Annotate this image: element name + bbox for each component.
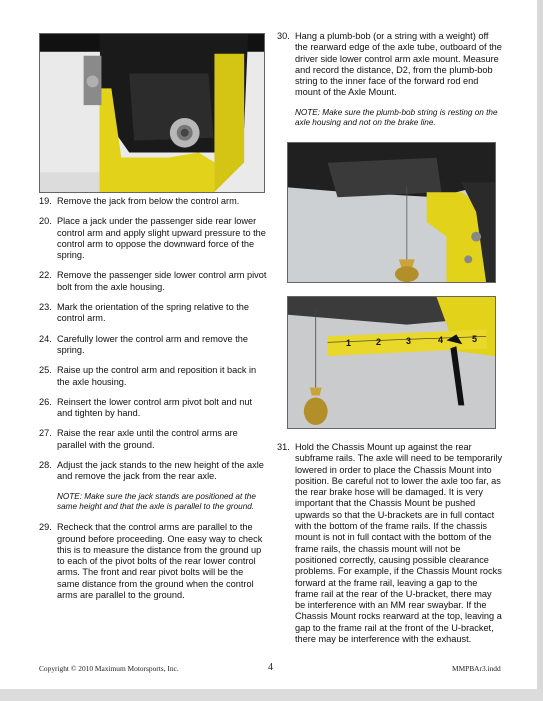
page-edge-right	[537, 0, 543, 701]
step-text: Carefully lower the control arm and remove the spring.	[57, 333, 248, 355]
step-31	[277, 442, 503, 645]
step-text: Reinsert the lower control arm pivot bolt and nut and tighten by hand.	[57, 396, 253, 419]
step-text: Place a jack under the passenger side rear lower control arm and apply slight upward pressure to the control arm to oppose the downward force of the spring.	[57, 216, 266, 261]
step-number: 31.	[277, 442, 290, 452]
step-29	[39, 522, 267, 601]
step-number: 23.	[39, 302, 52, 313]
step-22	[39, 270, 267, 293]
photo-control-arm-bracket	[39, 33, 265, 193]
step-number: 29.	[39, 522, 52, 533]
step-20	[39, 216, 267, 261]
step-23	[39, 302, 267, 325]
step-number: 22.	[39, 270, 52, 281]
step-number: 25.	[39, 365, 52, 376]
page-number: 4	[268, 662, 273, 673]
step-number: 30.	[277, 31, 290, 41]
photo-plumb-bob-axle	[287, 142, 496, 283]
step-text: Remove the jack from below the control arm.	[57, 196, 240, 206]
step-24	[39, 334, 267, 357]
step-text: Hold the Chassis Mount up against the rear subframe rails. The axle will need to be temporarily lowered in order to place the Chassis Mount into position. Be careful not to lower the axle too far, as the rear brake hose will be damaged. It is very important that the Chassis Mount be pushed upwards so that the U-brackets are in full contact with the bottom of the frame rails. If the chassis mount is not in full contact with the bottom of the frame rails, the chassis mount will not be positioned correctly, causing possible clearance problems. For example, if the Chassis Mount rocks forward at the frame rail, leaving a gap to the frame rail at the rear of the U-bracket, there may be interference with an MM rear swaybar. If the Chassis Mount rocks rearward at the top, leaving a gap to the frame rail at the front of the U-bracket, there may be interference with the exhaust.	[295, 442, 503, 645]
step-number: 20.	[39, 216, 52, 227]
step-text: Mark the orientation of the spring relative to the control arm.	[57, 302, 250, 324]
step-text: Hang a plumb-bob (or a string with a weight) off the rearward edge of the axle tube, outboard of the driver side lower control arm axle mount. Measure and record the distance, D2, from the plumb-bob string to the inner face of the forward rod end mount of the Axle Mount.	[295, 31, 502, 98]
ruler-label: 4	[438, 335, 444, 345]
photo-tape-measure	[287, 296, 496, 429]
ruler-label: 1	[346, 338, 352, 348]
step-text: Raise the rear axle until the control arms are parallel with the ground.	[57, 428, 238, 450]
right-column-top	[277, 31, 503, 138]
step-30	[277, 31, 503, 99]
page-edge-bottom	[0, 689, 543, 701]
note-jack-stands: NOTE: Make sure the jack stands are positioned at the same height and that the axle is parallel to the ground.	[57, 491, 256, 511]
ruler-label: 3	[406, 336, 412, 346]
right-column-bottom	[277, 442, 503, 654]
step-28	[39, 460, 267, 483]
step-25	[39, 365, 267, 388]
step-number: 27.	[39, 428, 52, 439]
step-number: 19.	[39, 196, 52, 206]
step-26	[39, 397, 267, 420]
footer-filename: MMPBAr3.indd	[452, 664, 501, 673]
step-text: Remove the passenger side lower control arm pivot bolt from the axle housing.	[57, 270, 267, 292]
left-column-steps	[39, 196, 267, 610]
step-number: 24.	[39, 333, 52, 344]
step-number: 28.	[39, 460, 52, 471]
footer-copyright: Copyright © 2010 Maximum Motorsports, Inc.	[39, 664, 179, 673]
step-number: 26.	[39, 396, 52, 407]
step-19	[39, 196, 267, 207]
note-plumb-bob: NOTE: Make sure the plumb-bob string is resting on the axle housing and not on the brake line.	[295, 107, 498, 128]
step-text: Recheck that the control arms are parallel to the ground before proceeding. One easy way to check this is to measure the distance from the ground up to each of the pivot bolts of the rear lower control arms. The front and rear pivot bolts will be the same distance from the ground when the control arms are parallel to the ground.	[57, 522, 263, 601]
step-text: Raise up the control arm and reposition it back in the axle housing.	[57, 365, 257, 387]
ruler-label: 5	[472, 334, 478, 344]
step-27	[39, 428, 267, 451]
ruler-label: 2	[376, 337, 382, 347]
step-text: Adjust the jack stands to the new height of the axle and remove the jack from the rear axle.	[57, 460, 264, 482]
